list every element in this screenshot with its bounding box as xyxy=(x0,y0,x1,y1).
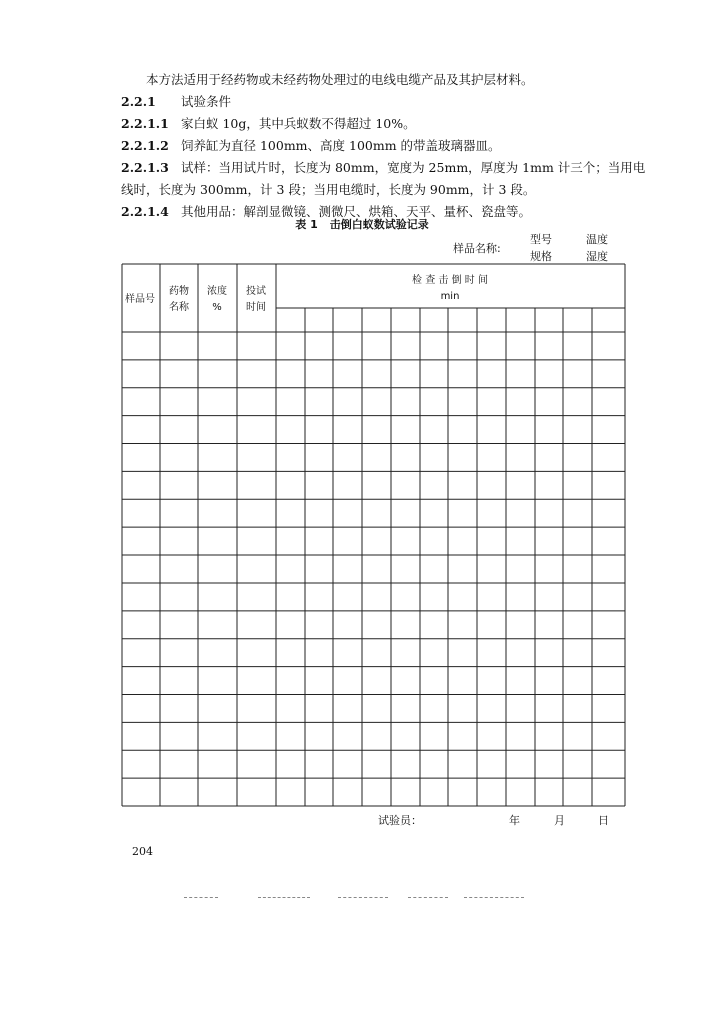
header-conc-line1: 浓度 xyxy=(207,286,227,297)
section-text: 试验条件 xyxy=(181,94,232,109)
section-text: 线时，长度为 300mm，计 3 段；当用电缆时，长度为 90mm，计 3 段。 xyxy=(121,182,536,197)
header-time-line1: 投试 xyxy=(246,286,266,297)
table-grid-lines xyxy=(122,264,625,806)
table-caption: 击倒白蚁数试验记录 xyxy=(329,218,429,231)
month-label: 月 xyxy=(554,814,565,827)
scan-artifact xyxy=(408,897,448,899)
header-drug-line2: 名称 xyxy=(169,302,189,313)
scan-artifact xyxy=(184,897,218,899)
section-text: 其他用品：解剖显微镜、测微尺、烘箱、天平、量杯、瓷盘等。 xyxy=(181,204,532,219)
header-sample-no: 样品号 xyxy=(125,294,155,305)
year-label: 年 xyxy=(509,814,520,827)
header-check-time: 检 查 击 倒 时 间 xyxy=(412,275,488,286)
header-drug-line1: 药物 xyxy=(169,286,189,297)
intro-paragraph: 本方法适用于经药物或未经药物处理过的电线电缆产品及其护层材料。 xyxy=(146,72,534,87)
header-time-line2: 时间 xyxy=(246,302,266,313)
scan-artifact xyxy=(338,897,388,899)
header-check-unit: min xyxy=(440,291,460,302)
section-text: 饲养缸为直径 100mm、高度 100mm 的带盖玻璃器皿。 xyxy=(181,138,501,153)
scan-artifact xyxy=(258,897,310,899)
section-text: 家白蚁 10g，其中兵蚁数不得超过 10%。 xyxy=(181,116,416,131)
temperature-label: 温度 xyxy=(586,233,608,246)
model-label: 型号 xyxy=(530,233,552,246)
section-number: 2.2.1.3 xyxy=(121,160,169,175)
scan-artifact xyxy=(464,897,524,899)
tester-label: 试验员： xyxy=(378,814,422,827)
page-number: 204 xyxy=(132,845,153,858)
header-conc-line2: % xyxy=(212,302,222,313)
day-label: 日 xyxy=(598,814,609,827)
section-text: 试样：当用试片时，长度为 80mm，宽度为 25mm，厚度为 1mm 计三个；当用电 xyxy=(181,160,646,175)
humidity-label: 湿度 xyxy=(586,250,608,263)
section-number: 2.2.1.4 xyxy=(121,204,169,219)
spec-label: 规格 xyxy=(530,250,552,263)
sample-name-label: 样品名称: xyxy=(453,242,501,255)
section-number: 2.2.1.2 xyxy=(121,138,169,153)
table-number: 表 1 xyxy=(295,218,318,231)
section-number: 2.2.1 xyxy=(121,94,156,109)
section-number: 2.2.1.1 xyxy=(121,116,169,131)
